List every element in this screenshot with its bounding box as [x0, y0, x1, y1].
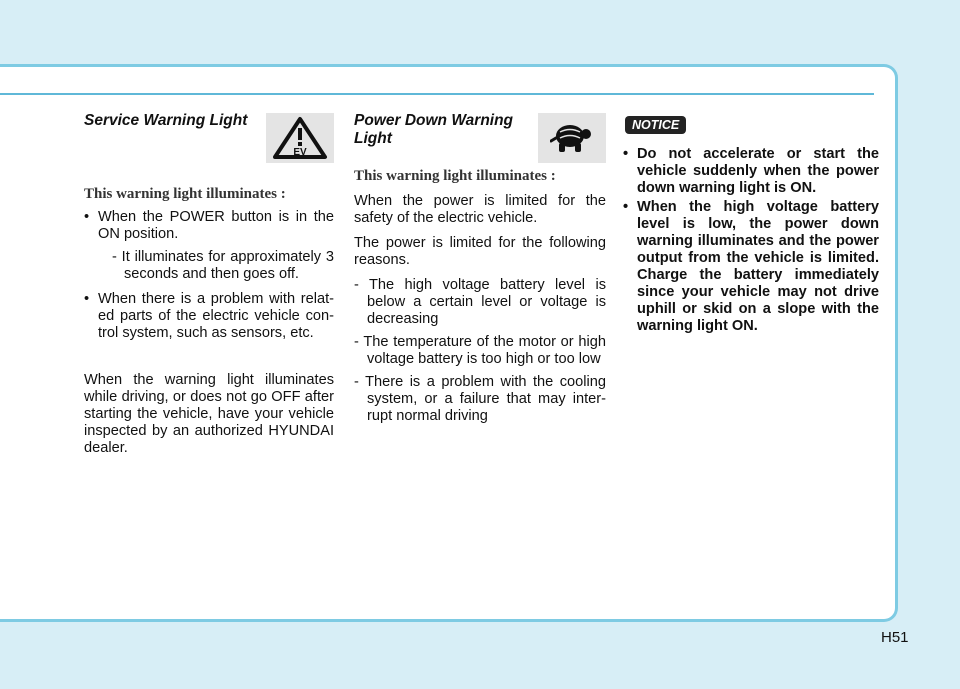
- notice-bullet-2: • When the high voltage battery level is low, the power down warning illuminates and the power output from the vehicle is limited. Charge the battery immediately since your vehicle may not drive uphill or skid on a slope with the warning light ON.: [623, 199, 879, 335]
- notice-badge: NOTICE: [625, 116, 686, 134]
- power-down-header: [354, 110, 606, 168]
- power-down-para-1: When the power is limited for the safety of the electric vehicle.: [354, 193, 606, 226]
- power-down-reason-3: - There is a problem with the cooling system, or a failure that may inter- rupt normal driving: [354, 374, 606, 424]
- service-warning-header: [84, 110, 334, 168]
- turtle-icon: [550, 119, 594, 157]
- power-down-illuminates-heading: This warning light illuminates :: [354, 168, 556, 184]
- service-warning-title: Service Warning Light: [84, 112, 248, 129]
- notice-bullet-1: • Do not accelerate or start the vehicle suddenly when the power down warning light is ON.: [623, 146, 879, 197]
- service-warning-section: [84, 110, 334, 465]
- turtle-icon-box: [538, 113, 606, 163]
- service-illuminates-heading: This warning light illuminates :: [84, 186, 286, 202]
- power-down-para-2: The power is limited for the following reasons.: [354, 235, 606, 268]
- service-bullet-power-on-detail: - It illuminates for approximately 3 seconds and then goes off.: [112, 249, 334, 282]
- page-number: H51: [881, 629, 909, 646]
- ev-warning-triangle-icon: [272, 116, 328, 160]
- power-down-reason-1: - The high voltage battery level is below a certain level or voltage is decreasing: [354, 277, 606, 327]
- service-bullet-power-on: • When the POWER button is in the ON position.: [84, 209, 334, 243]
- power-down-title: Power Down Warning Light: [354, 112, 514, 147]
- power-down-section: [354, 110, 606, 431]
- top-rule: [0, 93, 874, 95]
- service-bullet-problem: • When there is a problem with relat- ed parts of the electric vehicle con- trol system, such as sensors, etc.: [84, 291, 334, 342]
- notice-section: [623, 110, 879, 337]
- ev-warning-icon-box: [266, 113, 334, 163]
- power-down-reason-2: - The temperature of the motor or high voltage battery is too high or too low: [354, 334, 606, 367]
- ev-icon-label: EV: [293, 147, 307, 158]
- service-paragraph: When the warning light illuminates while driving, or does not go OFF after starting the vehicle, have your vehicle inspected by an authorized HYUNDAI dealer.: [84, 372, 334, 456]
